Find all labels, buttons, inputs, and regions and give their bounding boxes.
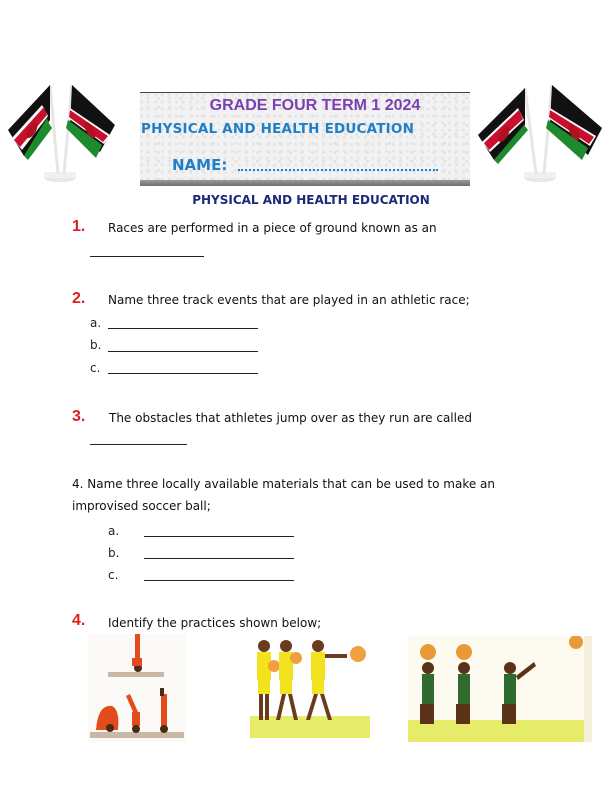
- question-text: Identify the practices shown below;: [108, 616, 322, 630]
- question-number: 4.: [72, 612, 86, 629]
- answer-blank[interactable]: [144, 580, 294, 581]
- question-text: The obstacles that athletes jump over as they run are called: [109, 411, 472, 425]
- name-label: NAME:: [172, 156, 228, 174]
- exam-title: GRADE FOUR TERM 1 2024: [209, 97, 421, 114]
- option-label: a.: [90, 316, 102, 330]
- question-number: 2.: [72, 290, 86, 307]
- overhead-throw-practice-image: [408, 636, 592, 742]
- question-text: Races are performed in a piece of ground known as an: [108, 221, 437, 235]
- option-label: c.: [108, 568, 119, 582]
- question-number: 3.: [72, 408, 86, 425]
- question-text: Name three track events that are played in an athletic race;: [108, 293, 470, 307]
- name-field[interactable]: [238, 159, 438, 171]
- answer-blank[interactable]: [108, 373, 258, 374]
- answer-blank[interactable]: [108, 351, 258, 352]
- question-text-continued: improvised soccer ball;: [72, 499, 211, 513]
- answer-blank[interactable]: [108, 328, 258, 329]
- option-label: b.: [108, 546, 120, 560]
- option-label: b.: [90, 338, 102, 352]
- kenya-flags-left-icon: [0, 80, 140, 190]
- header-banner-bottom-bar: [140, 180, 470, 186]
- question-text: 4. Name three locally available materials that can be used to make an: [72, 477, 496, 491]
- answer-blank[interactable]: [90, 444, 187, 445]
- headstand-practice-image: [88, 634, 186, 742]
- page-subtitle: PHYSICAL AND HEALTH EDUCATION: [192, 193, 430, 207]
- answer-blank[interactable]: [90, 256, 204, 257]
- question-number: 1.: [72, 218, 86, 235]
- kenya-flags-right-icon: [470, 80, 610, 190]
- answer-blank[interactable]: [144, 558, 294, 559]
- answer-blank[interactable]: [144, 536, 294, 537]
- option-label: a.: [108, 524, 120, 538]
- chest-pass-practice-image: [250, 636, 370, 738]
- subject-title: PHYSICAL AND HEALTH EDUCATION: [141, 121, 415, 137]
- option-label: c.: [90, 361, 101, 375]
